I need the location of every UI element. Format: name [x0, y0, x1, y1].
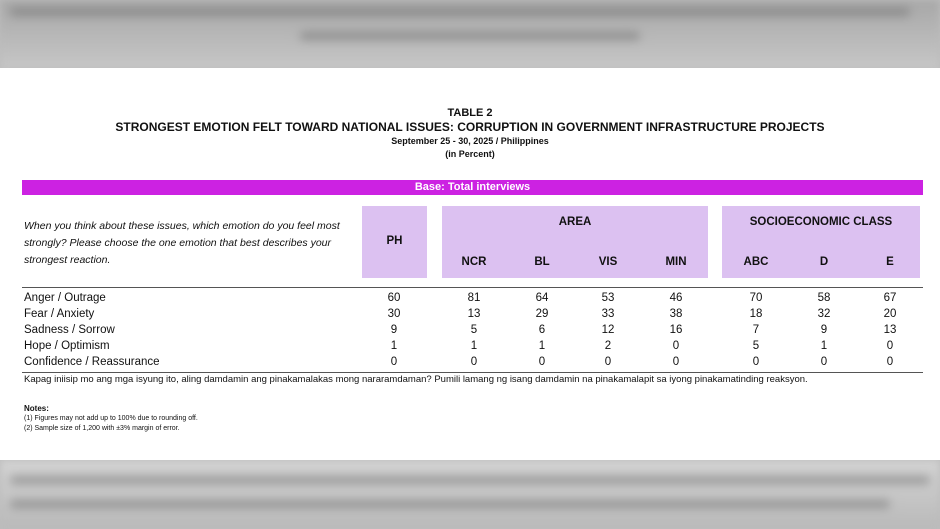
cell-ncr: 0 — [470, 356, 478, 368]
notes-title: Notes: — [24, 404, 49, 413]
column-header-d: D — [819, 256, 829, 268]
note-item: (1) Figures may not add up to 100% due to rounding off. — [24, 415, 198, 422]
table-number: TABLE 2 — [447, 107, 493, 119]
title-block — [0, 106, 940, 161]
column-header-bl: BL — [534, 256, 550, 268]
row-label: Fear / Anxiety — [24, 308, 95, 320]
cell-abc: 7 — [752, 324, 760, 336]
note-item: (2) Sample size of 1,200 with ±3% margin of error. — [24, 425, 180, 432]
cell-min: 38 — [669, 308, 683, 320]
cell-ncr: 13 — [467, 308, 481, 320]
cell-bl: 0 — [538, 356, 546, 368]
cell-min: 0 — [672, 356, 680, 368]
row-label: Sadness / Sorrow — [24, 324, 115, 336]
cell-abc: 18 — [749, 308, 763, 320]
socioeconomic-header: SOCIOECONOMIC CLASS — [749, 216, 893, 228]
question-text: When you think about these issues, which emotion do you feel most strongly? Please choose the one emotion that best describes your strongest reaction. — [24, 220, 340, 266]
cell-vis: 2 — [604, 340, 612, 352]
blurred-text-line — [300, 32, 640, 40]
cell-min: 16 — [669, 324, 683, 336]
row-label: Confidence / Reassurance — [24, 356, 160, 368]
cell-vis: 12 — [601, 324, 615, 336]
rows-top-rule — [22, 287, 923, 288]
column-header-ncr: NCR — [461, 256, 487, 268]
cell-ph: 9 — [390, 324, 398, 336]
table-sheet — [0, 68, 940, 460]
blurred-text-line — [10, 500, 890, 508]
notes-block — [24, 404, 424, 434]
date-location: September 25 - 30, 2025 / Philippines — [391, 136, 549, 146]
tagalog-question: Kapag iniisip mo ang mga isyung ito, aling damdamin ang pinakamalakas mong nararamdaman? Pumili lamang ng isang damdamin na pinakamalapit sa iyong pinakamatinding reaksyon. — [24, 374, 808, 385]
cell-bl: 6 — [538, 324, 546, 336]
cell-ph: 0 — [390, 356, 398, 368]
blurred-background-bottom — [0, 460, 940, 529]
table-row — [22, 338, 923, 354]
cell-d: 0 — [820, 356, 828, 368]
cell-e: 0 — [886, 356, 894, 368]
cell-ph: 1 — [390, 340, 398, 352]
column-header-min: MIN — [665, 256, 687, 268]
area-header: AREA — [558, 216, 592, 228]
cell-d: 1 — [820, 340, 828, 352]
cell-min: 46 — [669, 292, 683, 304]
blurred-text-line — [10, 8, 910, 16]
cell-d: 58 — [817, 292, 831, 304]
cell-vis: 33 — [601, 308, 615, 320]
cell-bl: 64 — [535, 292, 549, 304]
cell-e: 0 — [886, 340, 894, 352]
cell-vis: 53 — [601, 292, 615, 304]
blurred-background-top — [0, 0, 940, 70]
cell-e: 20 — [883, 308, 897, 320]
cell-ncr: 81 — [467, 292, 481, 304]
table-row — [22, 354, 923, 370]
base-bar: Base: Total interviews — [22, 180, 923, 195]
cell-ncr: 5 — [470, 324, 478, 336]
cell-bl: 1 — [538, 340, 546, 352]
unit-note: (in Percent) — [445, 149, 495, 159]
table-row — [22, 306, 923, 322]
row-label: Hope / Optimism — [24, 340, 110, 352]
cell-ph: 60 — [387, 292, 401, 304]
cell-bl: 29 — [535, 308, 549, 320]
table-row — [22, 290, 923, 306]
table-title: STRONGEST EMOTION FELT TOWARD NATIONAL ISSUES: CORRUPTION IN GOVERNMENT INFRASTRUCTURE PROJECTS — [115, 120, 825, 134]
ph-header: PH — [386, 235, 403, 247]
column-header-abc: ABC — [743, 256, 769, 268]
cell-ph: 30 — [387, 308, 401, 320]
column-header-vis: VIS — [598, 256, 618, 268]
cell-e: 13 — [883, 324, 897, 336]
rows-bottom-rule — [22, 372, 923, 373]
cell-abc: 5 — [752, 340, 760, 352]
blurred-text-line — [10, 476, 930, 484]
cell-d: 32 — [817, 308, 831, 320]
cell-ncr: 1 — [470, 340, 478, 352]
cell-e: 67 — [883, 292, 897, 304]
column-header-e: E — [886, 256, 894, 268]
cell-vis: 0 — [604, 356, 612, 368]
cell-min: 0 — [672, 340, 680, 352]
table-row — [22, 322, 923, 338]
cell-abc: 0 — [752, 356, 760, 368]
cell-abc: 70 — [749, 292, 763, 304]
cell-d: 9 — [820, 324, 828, 336]
row-label: Anger / Outrage — [24, 292, 106, 304]
